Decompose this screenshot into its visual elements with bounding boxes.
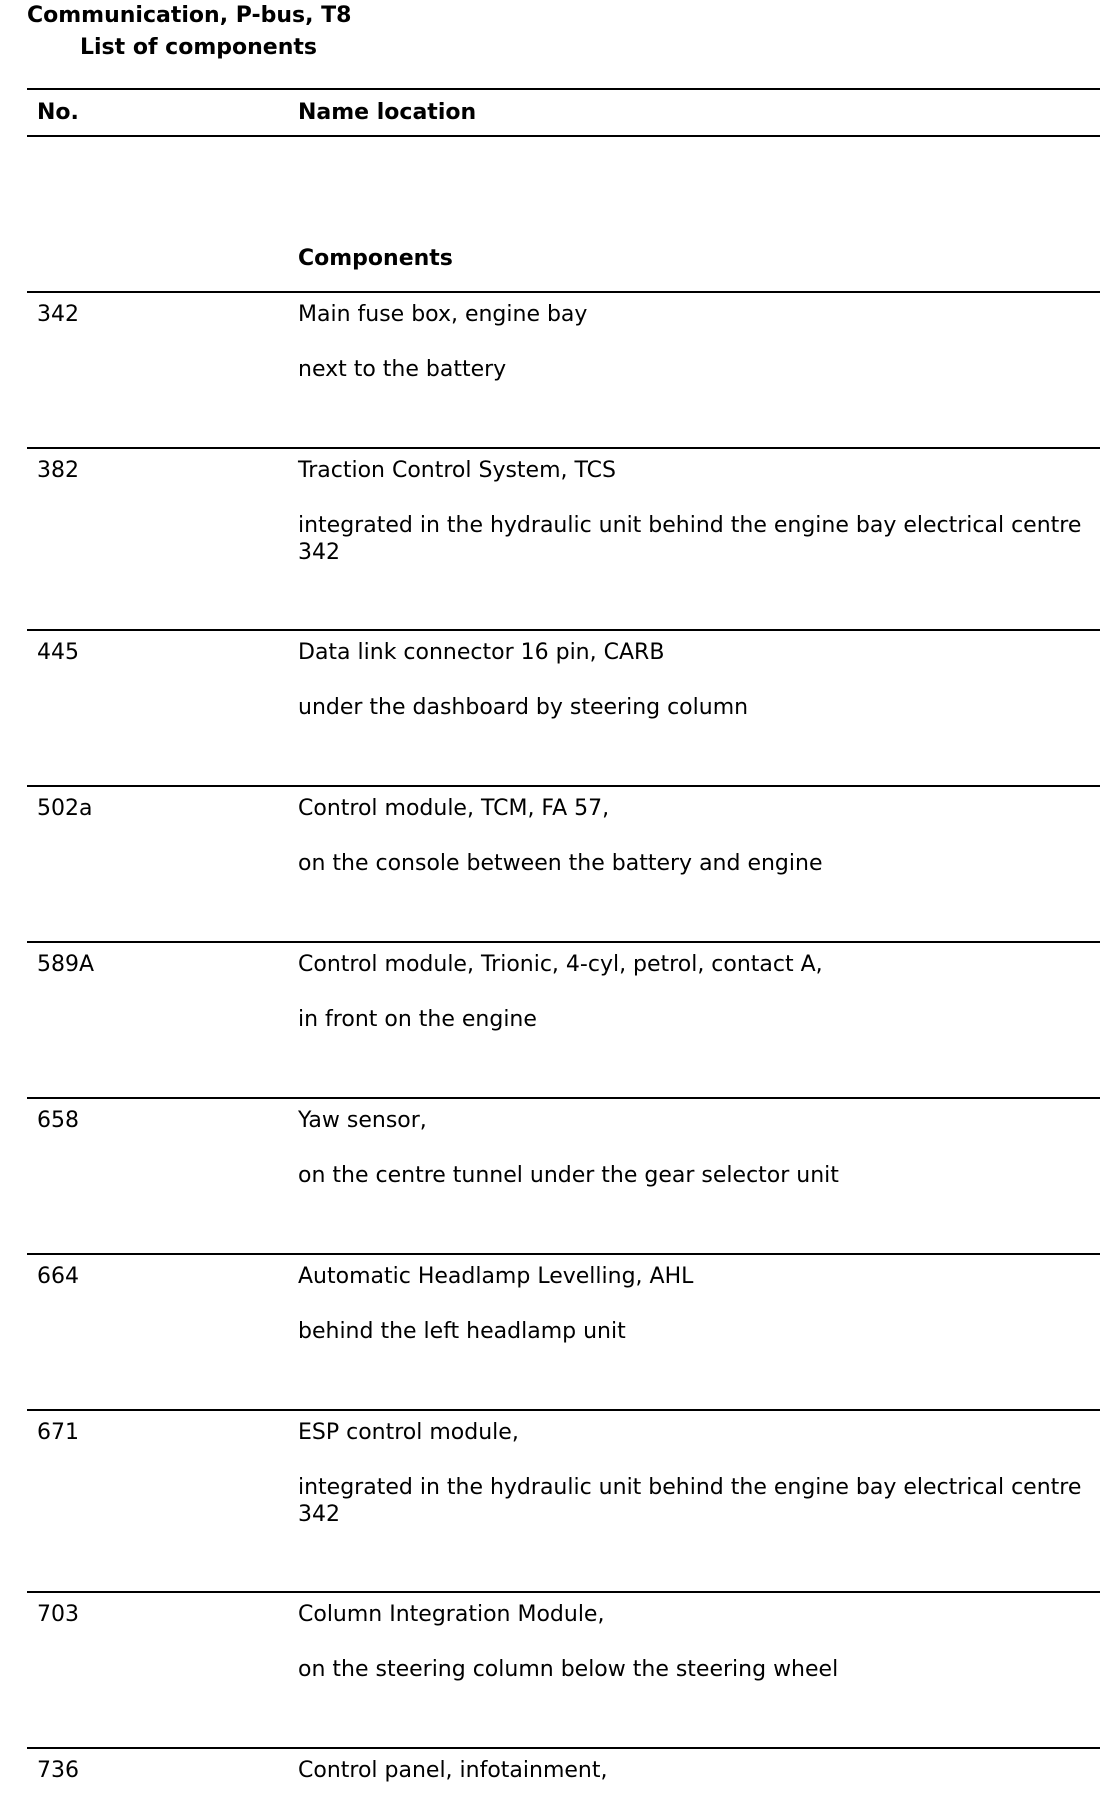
table-row <box>27 943 1100 1099</box>
component-name: Traction Control System, TCS <box>298 458 616 483</box>
component-name: Control panel, infotainment, <box>298 1758 608 1783</box>
component-name: Column Integration Module, <box>298 1602 605 1627</box>
table-row <box>27 1749 1100 1809</box>
table-row <box>27 449 1100 631</box>
components-table <box>27 88 1100 1809</box>
component-name: Yaw sensor, <box>298 1108 427 1133</box>
table-row <box>27 631 1100 787</box>
component-number: 671 <box>37 1420 79 1445</box>
component-location: next to the battery <box>298 357 507 382</box>
component-location: in front on the engine <box>298 1007 537 1032</box>
header-no: No. <box>37 100 79 125</box>
section-row <box>27 137 1100 293</box>
component-number: 658 <box>37 1108 79 1133</box>
component-name: Control module, TCM, FA 57, <box>298 796 610 821</box>
component-name: Data link connector 16 pin, CARB <box>298 640 665 665</box>
table-row <box>27 787 1100 943</box>
component-number: 342 <box>37 302 79 327</box>
component-number: 382 <box>37 458 79 483</box>
table-row <box>27 1593 1100 1749</box>
component-number: 445 <box>37 640 79 665</box>
component-number: 736 <box>37 1758 79 1783</box>
table-row <box>27 1411 1100 1593</box>
table-row <box>27 1255 1100 1411</box>
table-row <box>27 1099 1100 1255</box>
component-location: on the steering column below the steering wheel <box>298 1657 839 1682</box>
component-location: under the dashboard by steering column <box>298 695 749 720</box>
section-label: Components <box>298 246 453 271</box>
component-location: on the centre tunnel under the gear selector unit <box>298 1163 839 1188</box>
component-number: 664 <box>37 1264 79 1289</box>
component-location: behind the left headlamp unit <box>298 1319 626 1344</box>
document-title: Communication, P-bus, T8 <box>27 3 352 28</box>
component-location: on the console between the battery and engine <box>298 851 823 876</box>
component-name: ESP control module, <box>298 1420 519 1445</box>
table-row <box>27 293 1100 449</box>
table-header <box>27 88 1100 137</box>
component-number: 502a <box>37 796 93 821</box>
component-location: integrated in the hydraulic unit behind the engine bay electrical centre 342 <box>298 513 1082 565</box>
header-name-location: Name location <box>298 100 477 125</box>
component-name: Main fuse box, engine bay <box>298 302 588 327</box>
component-number: 589A <box>37 952 95 977</box>
component-location: integrated in the hydraulic unit behind the engine bay electrical centre 342 <box>298 1475 1082 1527</box>
component-name: Automatic Headlamp Levelling, AHL <box>298 1264 694 1289</box>
component-name: Control module, Trionic, 4-cyl, petrol, contact A, <box>298 952 823 977</box>
document-subtitle: List of components <box>80 35 317 60</box>
component-number: 703 <box>37 1602 79 1627</box>
